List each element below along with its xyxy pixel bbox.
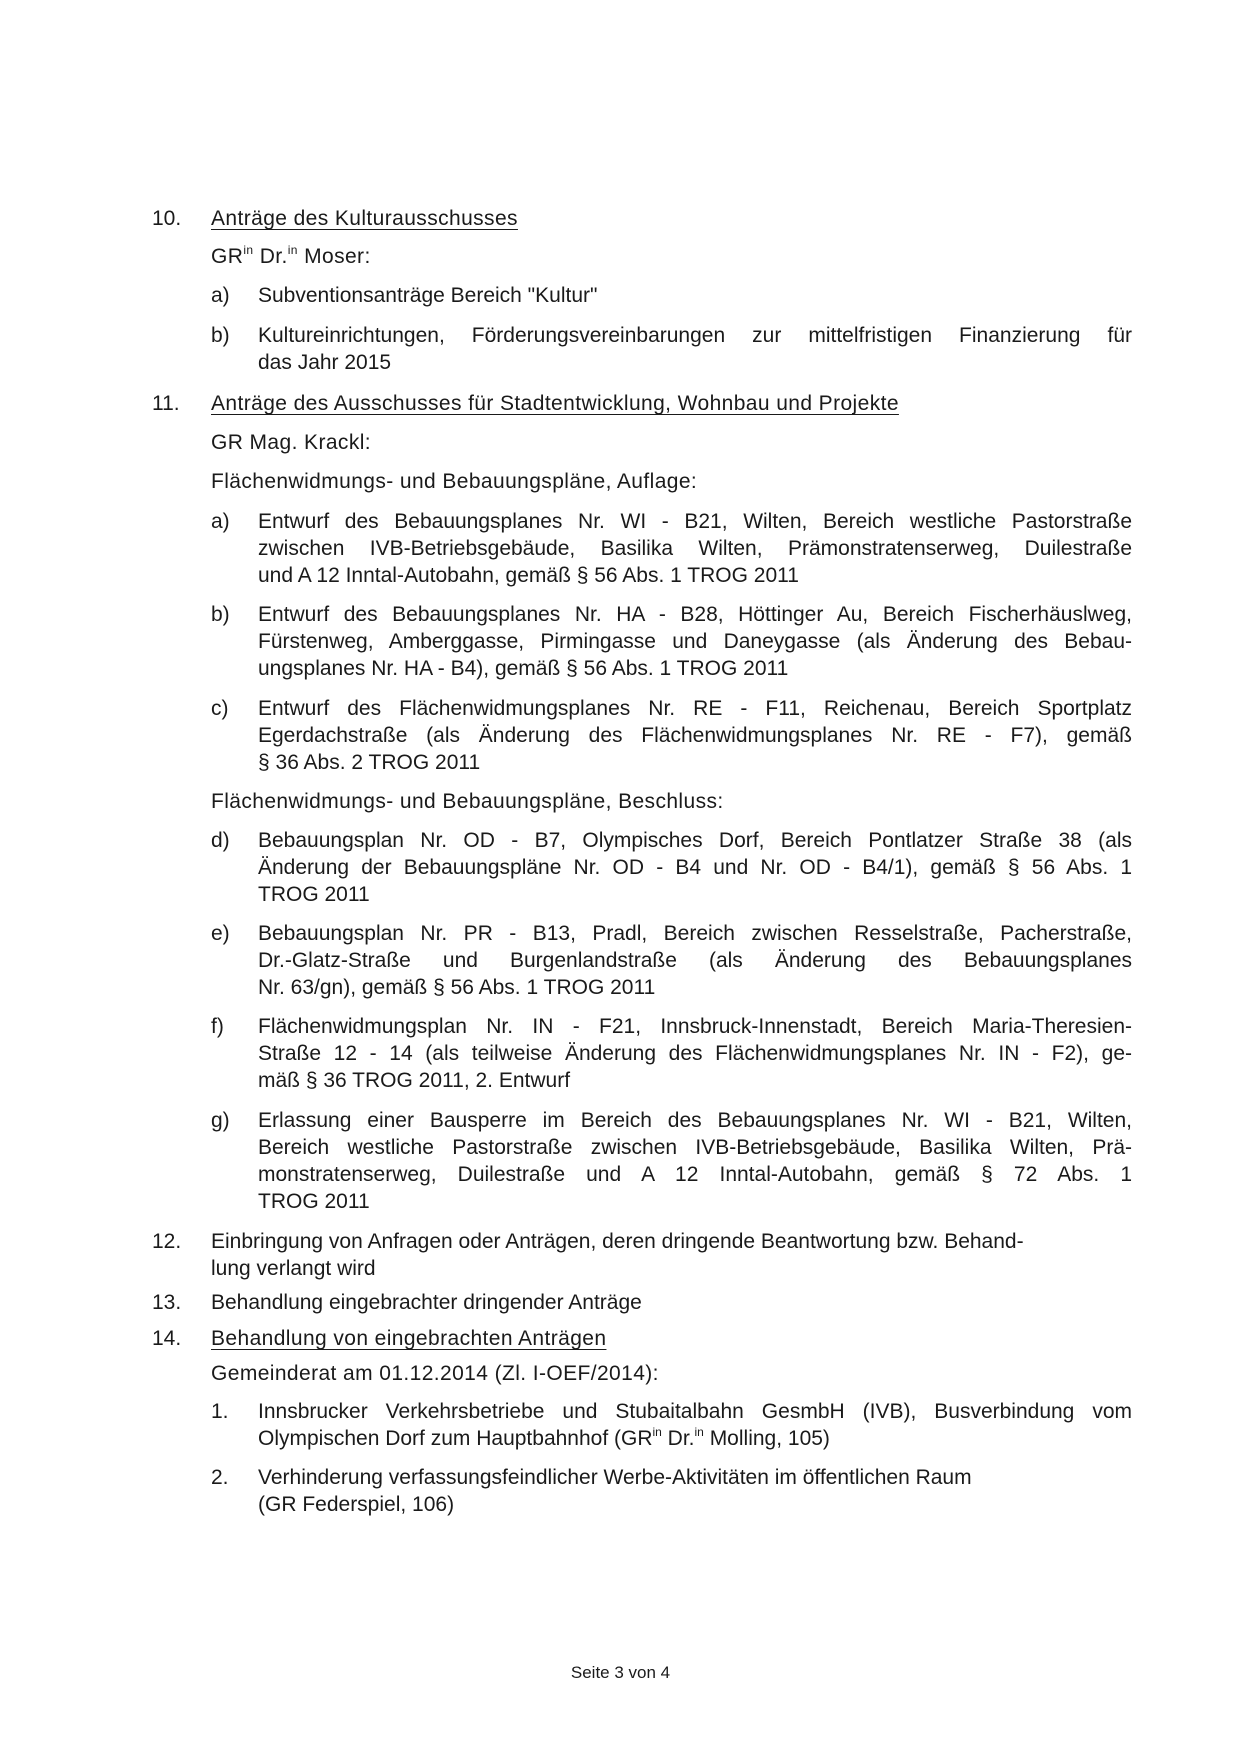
sub-item-label: b) [211, 603, 230, 626]
section-heading: Flächenwidmungs- und Bebauungspläne, Beschluss: [211, 790, 724, 813]
sub-item-text: Subventionsanträge Bereich "Kultur" [258, 284, 598, 307]
sub-item-label: 2. [211, 1466, 229, 1489]
page-footer: Seite 3 von 4 [570, 1663, 671, 1682]
section-heading: Flächenwidmungs- und Bebauungspläne, Auflage: [211, 470, 698, 493]
sub-item-text: Erlassung einer Bausperre im Bereich des Bebauungsplanes Nr. WI - B21, Wilten, Bereich westliche Pastorstraße zwischen IVB-Betriebsgebäude, Basilika Wilten, Prä- monstratenserweg, Duilestraße und A 12 Inntal-Autobahn, gemäß § 72 Abs. 1 TROG 2011 [258, 1109, 1132, 1213]
item-number: 10. [152, 207, 182, 230]
sub-item-text: Entwurf des Flächenwidmungsplanes Nr. RE - F11, Reichenau, Bereich Sportplatz Egerdachstraße (als Änderung des Flächenwidmungsplanes Nr. RE - F7), gemäß § 36 Abs. 2 TROG 2011 [258, 697, 1132, 774]
sub-item-label: a) [211, 284, 230, 307]
sub-item-text: Bebauungsplan Nr. OD - B7, Olympisches Dorf, Bereich Pontlatzer Straße 38 (als Änderung der Bebauungspläne Nr. OD - B4 und Nr. OD - B4/1), gemäß § 56 Abs. 1 TROG 2011 [258, 829, 1132, 906]
item-title: Behandlung von eingebrachten Anträgen [211, 1327, 607, 1350]
speaker-line: $GR^{in}$ Dr.$^{in}$ Moser: [211, 243, 371, 268]
item-number: 11. [152, 392, 180, 415]
session-line: Gemeinderat am 01.12.2014 (Zl. I-OEF/2014): [211, 1362, 659, 1385]
sub-item-text: Kultureinrichtungen, Förderungsvereinbarungen zur mittelfristigen Finanzierung für das Jahr 2015 [258, 324, 1132, 374]
sub-item-label: f) [211, 1015, 224, 1038]
sub-item-text: Entwurf des Bebauungsplanes Nr. HA - B28, Höttinger Au, Bereich Fischerhäuslweg, Fürstenweg, Amberggasse, Pirmingasse und Daneygasse (als Änderung des Bebau- ungsplanes Nr. HA - B4), gemäß § 56 Abs. 1 TROG 2011 [258, 603, 1132, 680]
item-title: Anträge des Kulturausschusses [211, 207, 518, 230]
sub-item-label: a) [211, 510, 230, 533]
sub-item-label: g) [211, 1109, 230, 1132]
item-text: Behandlung eingebrachter dringender Anträge [211, 1291, 642, 1314]
item-number: 12. [152, 1230, 182, 1253]
sub-item-label: d) [211, 829, 230, 852]
sub-item-label: e) [211, 922, 230, 945]
sub-item-label: c) [211, 697, 229, 720]
sub-item-text: Entwurf des Bebauungsplanes Nr. WI - B21, Wilten, Bereich westliche Pastorstraße zwischen IVB-Betriebsgebäude, Basilika Wilten, Prämonstratenserweg, Duilestraße und A 12 Inntal-Autobahn, gemäß § 56 Abs. 1 TROG 2011 [258, 510, 1132, 587]
sub-item-text: Flächenwidmungsplan Nr. IN - F21, Innsbruck-Innenstadt, Bereich Maria-Theresien- Straße 12 - 14 (als teilweise Änderung des Flächenwidmungsplanes Nr. IN - F2), ge- mäß § 36 TROG 2011, 2. Entwurf [258, 1015, 1132, 1092]
item-number: 13. [152, 1291, 182, 1314]
sub-item-text: Verhinderung verfassungsfeindlicher Werbe-Aktivitäten im öffentlichen Raum (GR Federspiel, 106) [258, 1466, 972, 1516]
sub-item-text: Innsbrucker Verkehrsbetriebe und Stubaitalbahn GesmbH (IVB), Busverbindung vom Olympischen Dorf zum Hauptbahnhof ($GR^{in}$ Dr.$^{in}$ Molling, 105) [258, 1400, 1132, 1450]
sub-item-label: 1. [211, 1400, 229, 1423]
sub-item-text: Bebauungsplan Nr. PR - B13, Pradl, Bereich zwischen Resselstraße, Pacherstraße, Dr.-Glatz-Straße und Burgenlandstraße (als Änderung des Bebauungsplanes Nr. 63/gn), gemäß § 56 Abs. 1 TROG 2011 [258, 922, 1132, 999]
item-number: 14. [152, 1327, 182, 1350]
sub-item-label: b) [211, 324, 230, 347]
speaker-line: GR Mag. Krackl: [211, 431, 372, 454]
item-title: Anträge des Ausschusses für Stadtentwicklung, Wohnbau und Projekte [211, 392, 899, 415]
item-text: Einbringung von Anfragen oder Anträgen, deren dringende Beantwortung bzw. Behand- lung verlangt wird [211, 1230, 1024, 1280]
